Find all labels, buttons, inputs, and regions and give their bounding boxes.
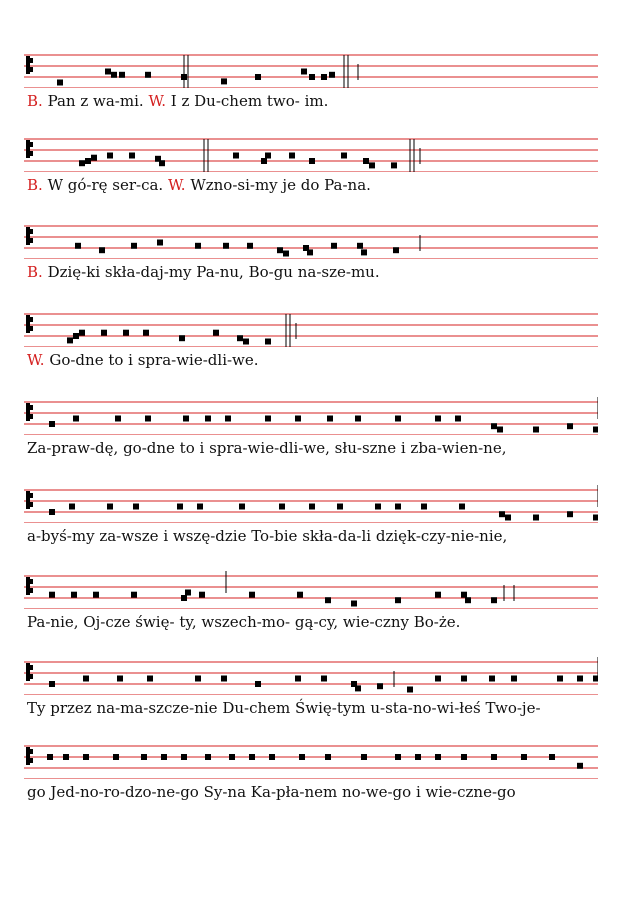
lyric-line: [27, 261, 601, 283]
neume-note: [309, 158, 315, 164]
neume-note: [435, 676, 441, 682]
lyric-text: a-byś-my za-wsze i wszę-dzie To-bie skła-da-li dzięk-czy-nie-nie,: [27, 527, 508, 545]
neume-note: [377, 683, 383, 689]
staff: [24, 309, 598, 347]
neume-note: [141, 754, 147, 760]
neume-note: [533, 515, 539, 521]
neume-note: [161, 754, 167, 760]
neume-note: [363, 158, 369, 164]
neume-note: [465, 597, 471, 603]
neume-note: [237, 335, 243, 341]
neume-note: [279, 504, 285, 510]
neume-note: [491, 754, 497, 760]
neume-note: [277, 247, 283, 253]
neume-note: [99, 247, 105, 253]
c-clef-icon: [26, 577, 33, 595]
neume-note: [567, 511, 573, 517]
neume-note: [213, 330, 219, 336]
neume-note: [355, 685, 361, 691]
neume-note: [307, 249, 313, 255]
rubric-marker: B.: [27, 176, 43, 194]
neume-note: [255, 74, 261, 80]
c-clef-icon: [26, 403, 33, 421]
neume-note: [355, 416, 361, 422]
neume-note: [357, 243, 363, 249]
lyric-line: [27, 349, 601, 371]
neume-note: [497, 427, 503, 433]
neume-note: [223, 243, 229, 249]
neume-note: [407, 687, 413, 693]
rubric-marker: W.: [148, 92, 167, 110]
neume-note: [309, 504, 315, 510]
neume-note: [269, 754, 275, 760]
neume-note: [395, 416, 401, 422]
neume-note: [351, 601, 357, 607]
c-clef-icon: [26, 663, 33, 681]
neume-note: [179, 335, 185, 341]
neume-note: [593, 427, 598, 433]
neume-note: [181, 754, 187, 760]
neume-note: [415, 754, 421, 760]
neume-note: [321, 74, 327, 80]
neume-note: [159, 160, 165, 166]
neume-note: [511, 676, 517, 682]
neume-note: [123, 330, 129, 336]
neume-note: [233, 153, 239, 159]
c-clef-icon: [26, 491, 33, 509]
neume-note: [577, 763, 583, 769]
lyric-text: Go-dne to i spra-wie-dli-we.: [44, 351, 259, 369]
neume-note: [265, 153, 271, 159]
staff: [24, 134, 598, 172]
rubric-marker: B.: [27, 92, 43, 110]
c-clef-icon: [26, 747, 33, 765]
neume-note: [79, 160, 85, 166]
neume-note: [325, 597, 331, 603]
staff: [24, 397, 598, 435]
neume-note: [183, 416, 189, 422]
neume-note: [557, 676, 563, 682]
neume-note: [435, 754, 441, 760]
neume-note: [491, 597, 497, 603]
lyric-text: Pan z wa-mi.: [42, 92, 149, 110]
lyric-text: I z Du-chem two- im.: [166, 92, 329, 110]
neume-note: [395, 597, 401, 603]
neume-note: [195, 243, 201, 249]
neume-note: [239, 504, 245, 510]
neume-note: [49, 592, 55, 598]
neume-note: [117, 676, 123, 682]
neume-note: [111, 72, 117, 78]
neume-note: [265, 416, 271, 422]
neume-note: [71, 592, 77, 598]
neume-note: [295, 676, 301, 682]
neume-note: [105, 69, 111, 75]
neume-note: [435, 592, 441, 598]
c-clef-icon: [26, 56, 33, 74]
neume-note: [255, 681, 261, 687]
neume-note: [297, 592, 303, 598]
neume-note: [395, 504, 401, 510]
neume-note: [113, 754, 119, 760]
neume-note: [491, 423, 497, 429]
neume-note: [369, 162, 375, 168]
staff: [24, 571, 598, 609]
neume-note: [533, 427, 539, 433]
neume-note: [79, 330, 85, 336]
neume-note: [459, 504, 465, 510]
neume-note: [69, 504, 75, 510]
rubric-marker: W.: [27, 351, 45, 369]
neume-note: [157, 240, 163, 246]
staff: [24, 50, 598, 88]
neume-note: [289, 153, 295, 159]
neume-note: [119, 72, 125, 78]
neume-note: [421, 504, 427, 510]
neume-note: [567, 423, 573, 429]
neume-note: [341, 153, 347, 159]
neume-note: [63, 754, 69, 760]
lyric-line: [27, 697, 601, 719]
neume-note: [521, 754, 527, 760]
neume-note: [85, 158, 91, 164]
lyric-text: Dzię-ki skła-daj-my Pa-nu, Bo-gu na-sze-mu.: [42, 263, 380, 281]
lyric-text: Ty przez na-ma-szcze-nie Du-chem Świę-tym u-sta-no-wi-łeś Two-je-: [27, 699, 541, 717]
neume-note: [197, 504, 203, 510]
neume-note: [593, 676, 598, 682]
neume-note: [181, 595, 187, 601]
neume-note: [505, 515, 511, 521]
neume-note: [309, 74, 315, 80]
lyric-text: Za-praw-dę, go-dne to i spra-wie-dli-we, słu-szne i zba-wien-ne,: [27, 439, 507, 457]
neume-note: [205, 416, 211, 422]
lyric-text: Wzno-si-my je do Pa-na.: [185, 176, 371, 194]
neume-note: [361, 249, 367, 255]
neume-note: [177, 504, 183, 510]
neume-note: [249, 754, 255, 760]
neume-note: [243, 339, 249, 345]
neume-note: [461, 592, 467, 598]
neume-note: [107, 504, 113, 510]
lyric-text: W gó-rę ser-ca.: [42, 176, 168, 194]
lyric-text: Pa-nie, Oj-cze świę- ty, wszech-mo- gą-cy, wie-czny Bo-że.: [27, 613, 461, 631]
neume-note: [75, 243, 81, 249]
neume-note: [299, 754, 305, 760]
neume-note: [49, 681, 55, 687]
neume-note: [93, 592, 99, 598]
neume-note: [101, 330, 107, 336]
neume-note: [393, 247, 399, 253]
neume-note: [47, 754, 53, 760]
neume-note: [435, 416, 441, 422]
neume-note: [331, 243, 337, 249]
neume-note: [57, 80, 63, 86]
lyric-line: [27, 437, 601, 459]
staff: [24, 741, 598, 779]
neume-note: [221, 78, 227, 84]
neume-note: [221, 676, 227, 682]
neume-note: [131, 243, 137, 249]
neume-note: [133, 504, 139, 510]
neume-note: [145, 416, 151, 422]
neume-note: [143, 330, 149, 336]
neume-note: [115, 416, 121, 422]
c-clef-icon: [26, 315, 33, 333]
rubric-marker: B.: [27, 263, 43, 281]
neume-note: [593, 515, 598, 521]
neume-note: [461, 676, 467, 682]
neume-note: [83, 676, 89, 682]
staff: [24, 657, 598, 695]
staff: [24, 485, 598, 523]
lyric-line: [27, 611, 601, 633]
neume-note: [73, 416, 79, 422]
neume-note: [107, 153, 113, 159]
staff: [24, 221, 598, 259]
neume-note: [83, 754, 89, 760]
neume-note: [261, 158, 267, 164]
rubric-marker: W.: [167, 176, 186, 194]
neume-note: [73, 333, 79, 339]
neume-note: [375, 504, 381, 510]
neume-note: [337, 504, 343, 510]
neume-note: [205, 754, 211, 760]
neume-note: [67, 337, 73, 343]
neume-note: [195, 676, 201, 682]
neume-note: [489, 676, 495, 682]
neume-note: [301, 69, 307, 75]
neume-note: [49, 421, 55, 427]
neume-note: [91, 155, 97, 161]
neume-note: [361, 754, 367, 760]
neume-note: [199, 592, 205, 598]
neume-note: [329, 72, 335, 78]
neume-note: [131, 592, 137, 598]
neume-note: [295, 416, 301, 422]
lyric-line: [27, 525, 601, 547]
lyric-text: go Jed-no-ro-dzo-ne-go Sy-na Ka-pła-nem no-we-go i wie-czne-go: [27, 783, 516, 801]
neume-note: [129, 153, 135, 159]
neume-note: [265, 339, 271, 345]
c-clef-icon: [26, 140, 33, 158]
lyric-line: [27, 781, 601, 803]
neume-note: [321, 676, 327, 682]
lyric-line: [27, 90, 601, 112]
neume-note: [577, 676, 583, 682]
neume-note: [185, 590, 191, 596]
neume-note: [549, 754, 555, 760]
neume-note: [225, 416, 231, 422]
c-clef-icon: [26, 227, 33, 245]
lyric-line: [27, 174, 601, 196]
neume-note: [395, 754, 401, 760]
neume-note: [455, 416, 461, 422]
neume-note: [391, 162, 397, 168]
neume-note: [499, 511, 505, 517]
neume-note: [249, 592, 255, 598]
neume-note: [247, 243, 253, 249]
neume-note: [461, 754, 467, 760]
neume-note: [49, 509, 55, 515]
neume-note: [229, 754, 235, 760]
neume-note: [325, 754, 331, 760]
neume-note: [283, 251, 289, 257]
neume-note: [145, 72, 151, 78]
neume-note: [147, 676, 153, 682]
neume-note: [327, 416, 333, 422]
